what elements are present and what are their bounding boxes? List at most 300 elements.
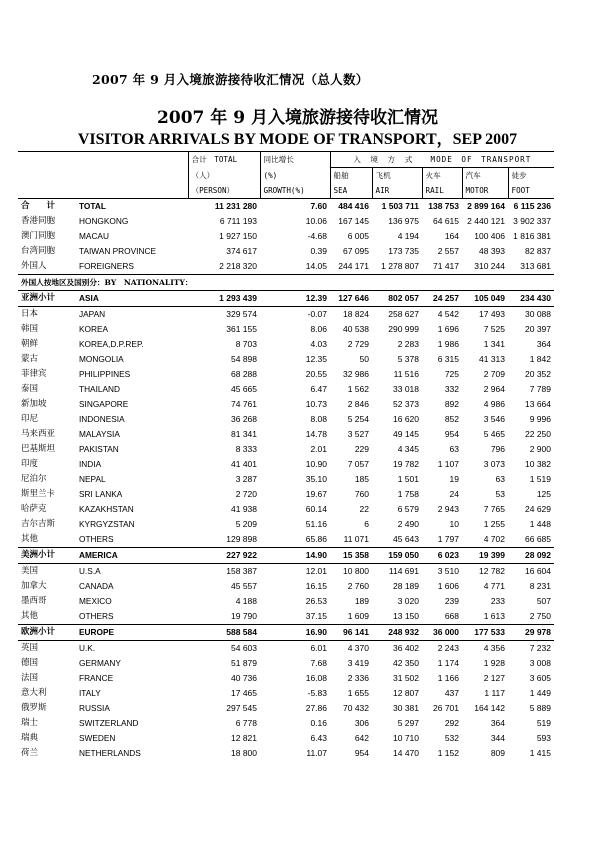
row-label-cn: 印度 [21, 459, 39, 469]
cell-air: 11 516 [393, 369, 419, 379]
cell-sea: 10 800 [343, 566, 369, 576]
cell-total: 8 333 [235, 444, 257, 454]
cell-foot: 519 [536, 718, 551, 728]
cell-air: 136 975 [388, 216, 419, 226]
row-label-cn: 亚洲小计 [18, 291, 76, 307]
cell-rail: 2 943 [437, 504, 459, 514]
row-label-cn: 新加坡 [21, 399, 47, 409]
cell-foot: 24 629 [525, 504, 551, 514]
cell-foot: 9 996 [529, 414, 551, 424]
cell-foot: 30 088 [525, 309, 551, 319]
table-body [18, 199, 554, 762]
cell-foot: 1 519 [529, 474, 551, 484]
cell-air: 30 381 [393, 703, 419, 713]
cell-growth: 7.68 [310, 658, 327, 668]
cell-rail: 1 166 [437, 673, 459, 683]
cell-foot: 3 008 [529, 658, 551, 668]
cell-total: 54 603 [231, 643, 257, 653]
cell-total: 329 574 [226, 309, 257, 319]
cell-sea: 50 [359, 354, 369, 364]
row-label-en: JAPAN [79, 309, 106, 319]
col-unit-person: （人） [188, 168, 260, 184]
col-growth-header: 同比增长 [260, 152, 330, 168]
row-label-cn: 合 计 [21, 201, 56, 211]
cell-sea: 127 646 [330, 291, 372, 307]
cell-rail: 24 257 [422, 291, 462, 307]
cell-rail: 71 417 [422, 259, 462, 275]
cell-foot: 125 [536, 489, 551, 499]
cell-sea: 15 358 [330, 548, 372, 564]
table-row [18, 229, 554, 244]
nationality-section-row [18, 275, 554, 291]
cell-motor: 7 525 [483, 324, 505, 334]
cell-motor: 344 [490, 733, 505, 743]
table-row [18, 307, 554, 323]
cell-total: 2 218 320 [188, 259, 260, 275]
cell-total: 40 736 [231, 673, 257, 683]
cell-rail: 725 [444, 369, 459, 379]
cell-motor: 4 702 [462, 532, 508, 548]
cell-motor: 63 [495, 474, 505, 484]
table-row [18, 579, 554, 594]
cell-growth: 20.55 [305, 369, 327, 379]
row-label-en: HONGKONG [79, 216, 129, 226]
row-label-en: SINGAPORE [79, 399, 129, 409]
cell-motor: 100 406 [474, 231, 505, 241]
cell-foot: 16 604 [525, 566, 551, 576]
cell-foot: 2 750 [508, 609, 554, 625]
cell-growth: 10.06 [305, 216, 327, 226]
cell-total: 41 938 [231, 504, 257, 514]
table-row [18, 517, 554, 532]
cell-sea: 642 [354, 733, 369, 743]
cell-growth: 12.01 [305, 566, 327, 576]
cell-growth: 16.08 [305, 673, 327, 683]
cell-air: 31 502 [393, 673, 419, 683]
cell-motor: 2 709 [483, 369, 505, 379]
cell-rail: 2 557 [437, 246, 459, 256]
cell-rail: 6 315 [437, 354, 459, 364]
cell-motor: 7 765 [483, 504, 505, 514]
row-label-en: MALAYSIA [79, 429, 120, 439]
cell-total: 41 401 [231, 459, 257, 469]
row-label-cn: 法国 [21, 673, 39, 683]
cell-rail: 1 107 [437, 459, 459, 469]
row-label-cn: 哈萨克 [21, 504, 47, 514]
cell-rail: 437 [444, 688, 459, 698]
cell-foot: 313 681 [508, 259, 554, 275]
row-label-en: PHILIPPINES [79, 369, 131, 379]
cell-sea: 2 729 [347, 339, 369, 349]
page-header-title: 2007 年 9 月入境旅游接待收汇情况（总人数） [92, 72, 369, 87]
row-label-en: MEXICO [79, 596, 112, 606]
row-label-cn: 香港同胞 [21, 216, 56, 226]
cell-foot: 66 685 [508, 532, 554, 548]
row-label-en: NETHERLANDS [79, 748, 141, 758]
row-label-cn: 欧洲小计 [18, 625, 76, 641]
cell-total: 51 879 [231, 658, 257, 668]
row-label-cn: 墨西哥 [21, 596, 47, 606]
cell-total: 11 231 280 [214, 201, 257, 211]
cell-rail: 1 606 [437, 581, 459, 591]
cell-rail: 852 [444, 414, 459, 424]
cell-motor: 1 341 [483, 339, 505, 349]
cell-motor: 105 049 [462, 291, 508, 307]
row-label-en: FRANCE [79, 673, 114, 683]
row-label-en: MACAU [79, 231, 109, 241]
row-label-cn: 蒙古 [21, 354, 39, 364]
row-label-en: SRI LANKA [79, 489, 123, 499]
cell-total: 45 557 [231, 581, 257, 591]
table-row [18, 457, 554, 472]
cell-foot: 13 664 [525, 399, 551, 409]
col-air-cn: 飞机 [372, 168, 422, 184]
cell-growth: 14.05 [260, 259, 330, 275]
cell-growth: 4.03 [310, 339, 327, 349]
cell-growth: 27.86 [305, 703, 327, 713]
cell-rail: 668 [422, 609, 462, 625]
cell-motor: 48 393 [479, 246, 505, 256]
cell-total: 129 898 [188, 532, 260, 548]
cell-air: 10 710 [393, 733, 419, 743]
cell-air: 1 501 [397, 474, 419, 484]
cell-sea: 1 655 [347, 688, 369, 698]
cell-total: 19 790 [188, 609, 260, 625]
cell-air: 802 057 [372, 291, 422, 307]
cell-motor: 2 127 [483, 673, 505, 683]
table-row [18, 502, 554, 517]
cell-growth: 60.14 [305, 504, 327, 514]
cell-growth: 10.73 [305, 399, 327, 409]
cell-foot: 1 816 381 [513, 231, 551, 241]
cell-sea: 484 416 [338, 201, 369, 211]
cell-air: 52 373 [393, 399, 419, 409]
cell-total: 8 703 [235, 339, 257, 349]
row-label-cn: 吉尔吉斯 [21, 519, 56, 529]
cell-growth: 65.86 [260, 532, 330, 548]
cell-rail: 1 152 [437, 748, 459, 758]
cell-motor: 796 [490, 444, 505, 454]
cell-rail: 19 [449, 474, 459, 484]
cell-air: 19 782 [393, 459, 419, 469]
row-label-en: U.K. [79, 643, 96, 653]
cell-sea: 954 [354, 748, 369, 758]
col-foot-en: FOOT [508, 183, 554, 199]
cell-air: 5 297 [397, 718, 419, 728]
row-label-en: KOREA [79, 324, 109, 334]
cell-rail: 532 [444, 733, 459, 743]
report-title-cn: 2007 年 9 月入境旅游接待收汇情况 [157, 108, 438, 128]
row-label-en: ASIA [76, 291, 188, 307]
cell-sea: 6 [364, 519, 369, 529]
cell-total: 18 800 [231, 748, 257, 758]
row-label-cn: 瑞典 [21, 733, 39, 743]
cell-total: 227 922 [188, 548, 260, 564]
table-row [18, 259, 554, 275]
cell-motor: 2 899 164 [467, 201, 505, 211]
row-label-en: FOREIGNERS [76, 259, 188, 275]
row-label-en: ITALY [79, 688, 101, 698]
report-title-en: VISITOR ARRIVALS BY MODE OF TRANSPORT，SEP 2007 [77, 131, 518, 148]
cell-sea: 22 [359, 504, 369, 514]
cell-air: 49 145 [393, 429, 419, 439]
cell-rail: 4 542 [437, 309, 459, 319]
cell-growth: 0.16 [310, 718, 327, 728]
table-row [18, 671, 554, 686]
cell-motor: 53 [495, 489, 505, 499]
cell-air: 4 345 [397, 444, 419, 454]
cell-foot: 1 842 [529, 354, 551, 364]
cell-foot: 1 448 [529, 519, 551, 529]
cell-sea: 18 824 [343, 309, 369, 319]
cell-motor: 1 255 [483, 519, 505, 529]
cell-total: 5 209 [235, 519, 257, 529]
table-row [18, 594, 554, 609]
cell-foot: 1 415 [529, 748, 551, 758]
cell-sea: 229 [354, 444, 369, 454]
table-row [18, 367, 554, 382]
row-label-en: EUROPE [76, 625, 188, 641]
total-row [18, 199, 554, 215]
row-label-en: KAZAKHSTAN [79, 504, 134, 514]
cell-air: 2 283 [397, 339, 419, 349]
cell-foot: 20 397 [525, 324, 551, 334]
cell-air: 173 735 [388, 246, 419, 256]
cell-sea: 7 057 [347, 459, 369, 469]
cell-air: 2 490 [397, 519, 419, 529]
cell-growth: -5.83 [307, 688, 327, 698]
cell-total: 1 927 150 [219, 231, 257, 241]
cell-motor: 5 465 [483, 429, 505, 439]
cell-foot: 7 789 [529, 384, 551, 394]
cell-growth: 2.01 [310, 444, 327, 454]
cell-total: 45 665 [231, 384, 257, 394]
cell-total: 74 761 [231, 399, 257, 409]
row-label-en: KYRGYZSTAN [79, 519, 135, 529]
row-label-cn: 朝鲜 [21, 339, 39, 349]
row-label-en: U.S.A [79, 566, 101, 576]
col-growth-en: GROWTH(%) [260, 183, 330, 199]
cell-total: 1 293 439 [188, 291, 260, 307]
table-row [18, 564, 554, 580]
cell-growth: 37.15 [260, 609, 330, 625]
header-row-2 [18, 168, 554, 184]
row-label-en: SWEDEN [79, 733, 116, 743]
cell-rail: 3 510 [437, 566, 459, 576]
cell-total: 2 720 [235, 489, 257, 499]
cell-total: 81 341 [231, 429, 257, 439]
cell-growth: 6.01 [310, 643, 327, 653]
table-row [18, 427, 554, 442]
cell-rail: 10 [449, 519, 459, 529]
col-unit-pct: (%) [260, 168, 330, 184]
cell-total: 158 387 [226, 566, 257, 576]
cell-rail: 332 [444, 384, 459, 394]
cell-air: 3 020 [397, 596, 419, 606]
cell-growth: 19.67 [305, 489, 327, 499]
col-sea-cn: 船舶 [330, 168, 372, 184]
cell-foot: 28 092 [508, 548, 554, 564]
cell-growth: 12.39 [260, 291, 330, 307]
cell-rail: 1 696 [437, 324, 459, 334]
cell-total: 374 617 [226, 246, 257, 256]
col-person-en: （PERSON） [188, 183, 260, 199]
cell-foot: 1 449 [529, 688, 551, 698]
row-label-en: MONGOLIA [79, 354, 124, 364]
cell-rail: 2 243 [437, 643, 459, 653]
cell-rail: 1 174 [437, 658, 459, 668]
cell-motor: 233 [490, 596, 505, 606]
cell-total: 297 545 [226, 703, 257, 713]
cell-air: 248 932 [372, 625, 422, 641]
cell-motor: 3 546 [483, 414, 505, 424]
row-label-cn: 泰国 [21, 384, 39, 394]
row-label-cn: 俄罗斯 [21, 703, 47, 713]
cell-sea: 3 527 [347, 429, 369, 439]
table-row [18, 641, 554, 657]
header-row-1 [18, 152, 554, 168]
header-row-3 [18, 183, 554, 199]
cell-growth: 6.43 [310, 733, 327, 743]
table-row [18, 244, 554, 259]
row-label-en: TOTAL [79, 201, 106, 211]
cell-total: 68 288 [231, 369, 257, 379]
cell-foot: 3 605 [529, 673, 551, 683]
cell-motor: 2 440 121 [467, 216, 505, 226]
cell-sea: 67 095 [343, 246, 369, 256]
cell-growth: 16.90 [260, 625, 330, 641]
row-label-cn: 德国 [21, 658, 39, 668]
cell-air: 14 470 [393, 748, 419, 758]
subtotal-row-america [18, 548, 554, 564]
cell-rail: 26 701 [433, 703, 459, 713]
cell-total: 17 465 [231, 688, 257, 698]
row-label-en: PAKISTAN [79, 444, 119, 454]
cell-sea: 1 609 [330, 609, 372, 625]
cell-motor: 1 613 [462, 609, 508, 625]
row-label-cn: 美国 [21, 566, 39, 576]
cell-motor: 3 073 [483, 459, 505, 469]
cell-foot: 10 382 [525, 459, 551, 469]
cell-air: 258 627 [388, 309, 419, 319]
cell-sea: 32 986 [343, 369, 369, 379]
cell-sea: 6 005 [347, 231, 369, 241]
cell-rail: 64 615 [433, 216, 459, 226]
col-air-en: AIR [372, 183, 422, 199]
cell-air: 13 150 [372, 609, 422, 625]
cell-air: 1 503 711 [381, 201, 419, 211]
cell-growth: 16.15 [305, 581, 327, 591]
table-row [18, 337, 554, 352]
nationality-section-label: 外国人按地区及国别分：BY NATIONALITY： [18, 275, 554, 291]
cell-growth: 8.08 [310, 414, 327, 424]
cell-growth: 14.90 [260, 548, 330, 564]
cell-growth: 11.07 [306, 748, 327, 758]
row-label-cn: 其他 [18, 609, 76, 625]
table-row [18, 472, 554, 487]
cell-motor: 1 117 [484, 688, 505, 698]
cell-rail: 239 [444, 596, 459, 606]
row-label-en: CANADA [79, 581, 114, 591]
cell-rail: 36 000 [422, 625, 462, 641]
subtotal-row-europe [18, 625, 554, 641]
cell-growth: 35.10 [305, 474, 327, 484]
row-label-en: OTHERS [76, 532, 188, 548]
cell-motor: 177 533 [462, 625, 508, 641]
cell-rail: 292 [444, 718, 459, 728]
table-row [18, 412, 554, 427]
cell-foot: 8 231 [529, 581, 551, 591]
cell-motor: 4 986 [483, 399, 505, 409]
cell-sea: 2 760 [347, 581, 369, 591]
col-motor-en: MOTOR [462, 183, 508, 199]
cell-motor: 809 [490, 748, 505, 758]
cell-foot: 2 900 [529, 444, 551, 454]
cell-total: 12 821 [231, 733, 257, 743]
col-sea-en: SEA [330, 183, 372, 199]
row-label-cn: 外国人 [18, 259, 76, 275]
cell-motor: 364 [490, 718, 505, 728]
cell-motor: 164 142 [474, 703, 505, 713]
cell-air: 33 018 [393, 384, 419, 394]
row-label-en: INDIA [79, 459, 102, 469]
row-label-cn: 菲律宾 [21, 369, 47, 379]
row-label-cn: 马来西亚 [21, 429, 56, 439]
table-head [18, 152, 554, 199]
cell-foot: 7 232 [529, 643, 551, 653]
cell-rail: 6 023 [422, 548, 462, 564]
row-label-cn: 印尼 [21, 414, 39, 424]
table-row [18, 352, 554, 367]
cell-air: 36 402 [393, 643, 419, 653]
cell-total: 361 155 [226, 324, 257, 334]
col-total-header: 合计 TOTAL [188, 152, 260, 168]
cell-total: 6 778 [235, 718, 257, 728]
cell-total: 6 711 193 [219, 216, 257, 226]
cell-total: 54 898 [231, 354, 257, 364]
cell-air: 12 807 [393, 688, 419, 698]
cell-rail: 63 [449, 444, 459, 454]
cell-growth: 14.78 [305, 429, 327, 439]
cell-growth: 51.16 [305, 519, 327, 529]
cell-foot: 5 889 [529, 703, 551, 713]
cell-growth: 26.53 [305, 596, 327, 606]
row-label-en: AMERICA [76, 548, 188, 564]
cell-foot: 507 [536, 596, 551, 606]
cell-sea: 2 336 [347, 673, 369, 683]
cell-motor: 2 964 [483, 384, 505, 394]
row-label-cn: 英国 [21, 643, 39, 653]
col-motor-cn: 汽车 [462, 168, 508, 184]
row-label-cn: 荷兰 [21, 748, 39, 758]
cell-rail: 138 753 [428, 201, 459, 211]
row-label-cn: 瑞士 [21, 718, 39, 728]
table-row [18, 397, 554, 412]
cell-motor: 17 493 [479, 309, 505, 319]
row-label-cn: 巴基斯坦 [21, 444, 56, 454]
row-label-cn: 台湾同胞 [21, 246, 56, 256]
cell-foot: 22 250 [525, 429, 551, 439]
cell-air: 28 189 [393, 581, 419, 591]
cell-air: 114 691 [388, 566, 419, 576]
cell-air: 4 194 [397, 231, 419, 241]
cell-rail: 954 [444, 429, 459, 439]
cell-growth: 6.47 [310, 384, 327, 394]
cell-sea: 96 141 [330, 625, 372, 641]
cell-growth: 0.39 [310, 246, 327, 256]
row-label-en: TAIWAN PROVINCE [79, 246, 156, 256]
subtotal-row-asia [18, 291, 554, 307]
